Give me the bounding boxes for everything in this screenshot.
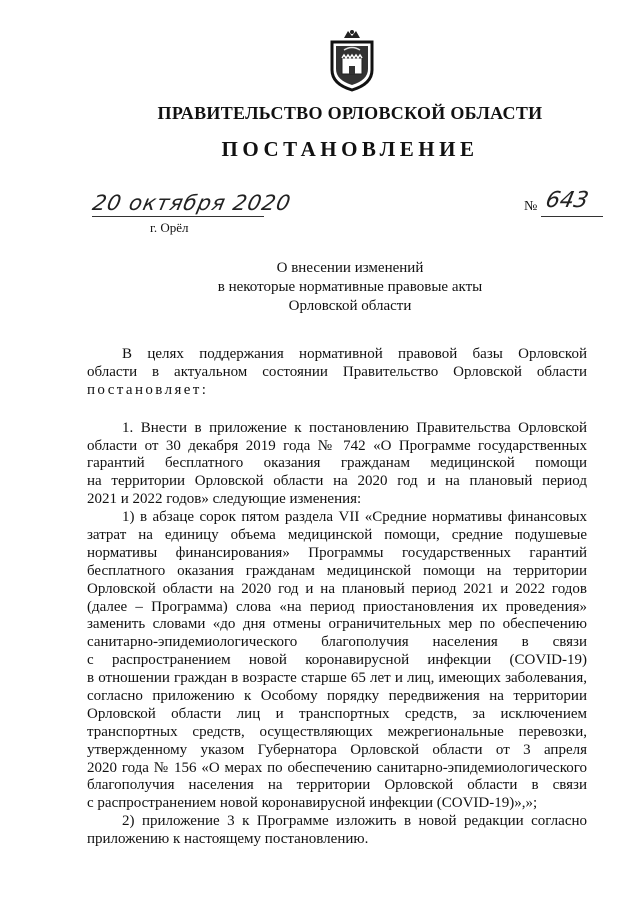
item1-line: на территории Орловской области на 2020 год и на плановый период [87, 473, 587, 490]
subject-line: О внесении изменений [276, 260, 424, 276]
item1-line: 1. Внести в приложение к постановлению Правительства Орловской [122, 419, 587, 436]
subject-line: Орловской области [288, 298, 412, 314]
sub1-line: согласно приложению к Особому порядку передвижения на территории [87, 688, 587, 705]
preamble-line: В целях поддержания нормативной правовой базы Орловской [122, 346, 587, 362]
document-type: ПОСТАНОВЛЕНИЕ [221, 137, 479, 161]
item1-line: гарантий бесплатного оказания гражданам медицинской помощи [87, 455, 587, 472]
number-label: № [524, 199, 538, 214]
sub1-line: 2020 года № 156 «О мерах по обеспечению санитарно-эпидемиологического [87, 759, 587, 776]
handwritten-date: 20 октября 2020 [90, 191, 294, 215]
sub1-line: 1) в абзаце сорок пятом раздела VII «Средние нормативы финансовых [122, 509, 587, 526]
city-label: г. Орёл [150, 220, 189, 235]
preamble-line: области в актуальном состоянии Правительство Орловской области [87, 363, 587, 380]
sub1-line: затрат на единицу объема медицинской помощи, средние подушевые [87, 527, 587, 544]
sub1-line: Орловской области лиц и транспортных средств, за исключением [87, 705, 587, 722]
subject-block [160, 259, 540, 316]
sub1-line: (далее – Программа) слова «на период приостановления их проведения» [87, 598, 587, 615]
sub1-line: в отношении граждан в возрасте старше 65 лет и лиц, имеющих заболевания, [87, 670, 587, 687]
resolves-line: постановляет: [87, 381, 209, 398]
handwritten-number: 643 [543, 188, 591, 213]
document-body [87, 346, 587, 849]
sub1-line: заменить словами «до дня отмены ограничительных мер по обеспечению [87, 616, 587, 633]
sub1-line: санитарно-эпидемиологического благополучия населения в связи [87, 634, 587, 651]
coat-of-arms-icon [326, 28, 378, 92]
organization-title: ПРАВИТЕЛЬСТВО ОРЛОВСКОЙ ОБЛАСТИ [157, 103, 543, 123]
item1-line: области от 30 декабря 2019 года № 742 «О Программе государственных [87, 437, 587, 454]
subject-line: в некоторые нормативные правовые акты [217, 279, 483, 295]
sub1-line: благополучия населения на территории Орловской области в связи [87, 777, 587, 794]
sub1-line: с распространением новой коронавирусной инфекции (COVID-19)»,»; [87, 795, 538, 812]
sub2-line: 2) приложение 3 к Программе изложить в новой редакции согласно [122, 813, 587, 830]
sub1-line: бесплатного оказания гражданам медицинской помощи на территории [87, 562, 587, 579]
sub1-line: нормативы финансирования» Программы государственных гарантий [87, 544, 587, 561]
sub1-line: утвержденному указом Губернатора Орловской области от 3 апреля [87, 741, 587, 758]
sub2-line: приложению к настоящему постановлению. [87, 831, 369, 848]
sub1-line: с распространением новой коронавирусной инфекции (COVID-19) [87, 652, 587, 669]
sub1-line: транспортных средств, осуществляющих межрегиональные перевозки, [87, 723, 587, 740]
sub1-line: Орловской области на 2020 год и на плановый период 2021 и 2022 годов [87, 580, 587, 597]
item1-line: 2021 и 2022 годов» следующие изменения: [87, 491, 362, 508]
date-underline [92, 216, 264, 217]
number-underline [541, 216, 603, 217]
